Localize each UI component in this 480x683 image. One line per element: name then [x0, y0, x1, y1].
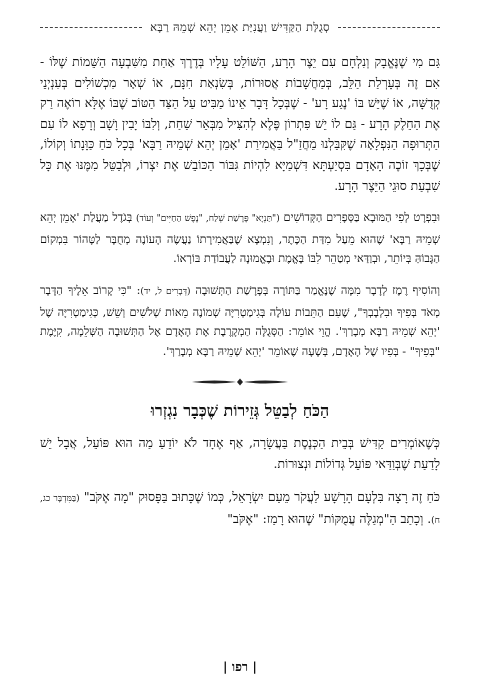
paragraph-5-text-cont: . וְכָתַב הַ"מְגַלֶּה עֲמֻקּוֹת" שֶׁהוּא רָמַז: "אֶקֹּב" [227, 511, 432, 527]
paragraph-5 [40, 487, 440, 532]
paragraph-4: כְּשֶׁאוֹמְרִים קַדִּישׁ בְּבֵית הַכְּנֶסֶת בַּעֲשָׂרָה, אַף אֶחָד לֹא יוֹדֵעַ מַה הוּא פּוֹעֵל, אֲבָל יֵשׁ לָדַעַת שֶׁבְּוַדַּאי פּוֹעֵל גְּדוֹלוֹת וּנְצוּרוֹת. [40, 435, 440, 471]
section-title: הַכֹּחַ לְבַטֵּל גְּזֵירוֹת שֶׁכְּבָר נִגְזְרוּ [150, 401, 330, 421]
header-dash-left [40, 27, 142, 28]
running-header [40, 20, 440, 34]
running-header-title: סְגֻלַּת הַקַּדִּישׁ וַעֲנִיַּת אָמֵן יְהֵא שְׁמֵהּ רַבָּא [150, 20, 330, 34]
paragraph-2 [40, 208, 440, 269]
paragraph-1: גַּם מִי שֶׁנֶּאֱבָק וְנִלְחָם עִם יֵצֶר הָרָע, הַשּׁוֹלֵט עָלָיו בְּדֶרֶךְ אַחַת מִשִּׁבְעָה הַשֵּׁמוֹת שֶׁלּוֹ - אִם זֶה בְּעָרְלַת הַלֵּב, בְּמַחֲשָׁבוֹת אֲסוּרוֹת, בְּשִׂנְאַת חִנָּם, אוֹ שְׁאָר מִכְשׁוֹלִים בְּעִנְיְנֵי קְדֻשָּׁה, אוֹ שֶׁיֵּשׁ בּוֹ 'נֶגַע רָע' - שֶׁבְּכָל דָּבָר אֵינוֹ מַבִּיט עַל הַצַּד הַטּוֹב שֶׁבּוֹ אֶלָּא רוֹאֶה רַק אֶת הַחֵלֶק הָרָע - גַּם לוֹ יֵשׁ פִּתְרוֹן פֶּלֶא לְהִצִּיל מִבְּאֵר שַׁחַת, וְלִבּוֹ יָבִין וָשָׁב וְרָפָא לוֹ עִם הַתְּרוּפָה הַנִּפְלָאָה שֶׁקִּבַּלְנוּ מֵחֲזַ"ל בַּאֲמִירַת 'אָמֵן יְהֵא שְׁמֵיהּ רַבָּא' בְּכָל כֹּחַ כַּוָּנָתוֹ וְקוֹלוֹ, שֶׁבְּכָךְ זוֹכֶה הָאָדָם בִּסְיַעְתָּא דִּשְׁמַיָּא לִהְיוֹת גִּבּוֹר הַכּוֹבֵשׁ אֶת יִצְרוֹ, וּלְבַטֵּל מִמֶּנּוּ אֶת כָּל שִׁבְעַת סוּגֵי הַיֵּצֶר הָרָע. [40, 54, 440, 193]
paragraph-2-source-ref: ("תַּנְיָא" פָּרָשַׁת שְׁלַח, "נֶפֶשׁ הַחַיִּים" וְעוֹד) [136, 214, 280, 225]
ornament-icon [190, 377, 290, 387]
paragraph-5-source-ref: (בַּמִּדְבָּר כג, ח) [40, 493, 440, 527]
paragraph-2-text-cont: בְּגֹדֶל מַעֲלַת 'אָמֵן יְהֵא שְׁמֵיהּ רַבָּא' שֶׁהוּא מֵעַל מִדַּת הַכֶּתֶר, וְנִמְצָא שֶׁבַּאֲמִירָתוֹ נַעֲשֶׂה הָעוֹנֶה מְחֻבָּר לַטָּהוֹר בִּמְקוֹם הַגָּבוֹהַּ בְּיוֹתֵר, וּבְוַדַּאי מְטַהֵר לִבּוֹ בֶּאֱמֶת וּבֶאֱמוּנָה לַעֲבוֹדַת בּוֹרְאוֹ. [40, 211, 440, 266]
paragraph-3-text-cont: : "כִּי קָרוֹב אֵלֶיךָ הַדָּבָר מְאֹד בְּפִיךָ וּבִלְבָבְךָ", שֶׁעִם הַתֵּבוֹת עוֹלֶה בְּגִימַטְרִיָּה שְׁמוֹנֶה מֵאוֹת שְׁלֹשִׁים וְשֵׁשׁ, כְּגִימַטְרִיָּה שֶׁל 'יְהֵא שְׁמֵיהּ רַבָּא מְבָרַךְ'. הֱוֵי אוֹמֵר: הַסְּגֻלָּה הַמְקָרֶבֶת אֶת הָאָדָם אֶל הַתְּשׁוּבָה הַשְּׁלֵמָה, קִיֶּמֶת "בְּפִיךָ" - בְּפִיו שֶׁל הָאָדָם, בְּשָׁעָה שֶׁאוֹמֵר 'יְהֵא שְׁמֵיהּ רַבָּא מְבָרַךְ'. [40, 283, 440, 358]
paragraph-3 [40, 281, 440, 361]
paragraph-2-text: וּבִפְרָט לְפִי הַמּוּבָא בַּסְּפָרִים הַקְּדוֹשִׁים [283, 211, 440, 225]
paragraph-5-text: כֹּחַ זֶה רָצָה בִּלְעָם הָרָשָׁע לַעֲקֹר מֵעַם יִשְׂרָאֵל, כְּמוֹ שֶׁכָּתוּב בַּפָּסוּק "מָה אֶקֹּב" [83, 488, 440, 504]
paragraph-3-text: וְהוֹסִיף רֶמֶז לְדָבָר מִמָּה שֶׁנֶּאֱמַר בַּתּוֹרָה בְּפָרָשַׁת הַתְּשׁוּבָה [195, 283, 440, 297]
paragraph-3-source-ref: (דְּבָרִים ל, יד) [140, 286, 191, 297]
section-divider [40, 377, 440, 387]
page-number: | רפו | [223, 659, 257, 674]
header-dash-right [338, 27, 440, 28]
